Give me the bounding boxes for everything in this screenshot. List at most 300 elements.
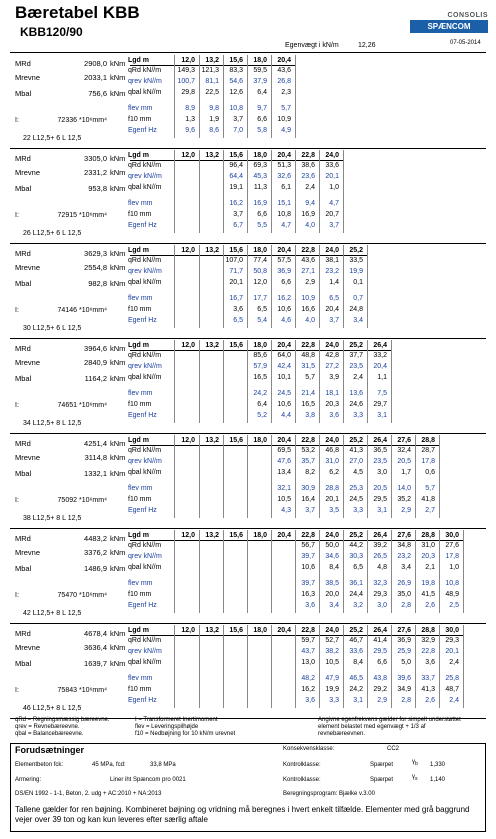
table-cell-egenf: 6,7 [233, 222, 243, 229]
logo-spaencom: SPÆNCOM [410, 20, 488, 33]
column-divider [391, 340, 392, 423]
table-cell-flev: 9,8 [209, 105, 219, 112]
table-cell-flev: 10,8 [445, 580, 459, 587]
moment-value: 756,6 [88, 89, 107, 98]
table-cell-flev: 21,4 [301, 390, 315, 397]
moment-unit: kNm [110, 344, 126, 353]
table-cell-f10: 1,9 [209, 116, 219, 123]
table-cell-flev: 9,7 [257, 105, 267, 112]
label-divider [174, 55, 175, 138]
egenvaegt-label: Egenvægt i kN/m [285, 42, 339, 49]
moment-value: 982,8 [88, 279, 107, 288]
table-cell-qrd: 28,7 [421, 447, 435, 454]
inertia-value: 72915 [57, 212, 77, 219]
block-divider [10, 433, 486, 434]
row-label-qrev: qrev kN//m [128, 648, 162, 655]
table-cell-qrev: 20,1 [325, 173, 339, 180]
moment-value: 2033,1 [84, 73, 107, 82]
label-divider [174, 530, 175, 613]
row-label-qrev: qrev kN//m [128, 173, 162, 180]
row-label-qbal: qbal kN//m [128, 89, 162, 96]
table-cell-f10: 24,4 [349, 591, 363, 598]
column-divider [223, 530, 224, 613]
moment-value: 1164,2 [84, 374, 107, 383]
table-cell-flev: 25,8 [445, 675, 459, 682]
row-label-qbal: qbal kN//m [128, 184, 162, 191]
row-label-lgd: Lgd m [128, 152, 149, 159]
length-header: 13,2 [205, 57, 219, 64]
elementbeton-fck: 45 MPa, fcd: [92, 762, 126, 768]
table-cell-qbal: 5,0 [401, 659, 411, 666]
moment-unit: kNm [110, 168, 126, 177]
moment-unit: kNm [110, 534, 126, 543]
table-cell-f10: 16,5 [301, 401, 315, 408]
row-label-flev: flev mm [128, 105, 153, 112]
legend-qrd: qRd = Regningsmæssig bæreevne. [15, 717, 110, 723]
table-cell-egenf: 3,5 [329, 507, 339, 514]
table-cell-egenf: 3,1 [377, 507, 387, 514]
length-header: 25,2 [349, 627, 363, 634]
table-cell-qrd: 59,7 [301, 637, 315, 644]
table-cell-flev: 25,3 [349, 485, 363, 492]
inertia-label: I: [15, 117, 19, 124]
length-header: 12,0 [181, 247, 195, 254]
row-label-qrd: qRd kN//m [128, 637, 162, 644]
table-cell-qbal: 4,5 [353, 469, 363, 476]
table-cell-f10: 24,5 [349, 496, 363, 503]
header-underline [130, 255, 367, 256]
table-cell-qbal: 6,6 [377, 659, 387, 666]
table-cell-egenf: 4,9 [281, 127, 291, 134]
table-cell-flev: 36,1 [349, 580, 363, 587]
table-cell-f10: 16,6 [301, 306, 315, 313]
row-label-lgd: Lgd m [128, 437, 149, 444]
table-cell-f10: 34,9 [397, 686, 411, 693]
table-cell-egenf: 2,9 [377, 697, 387, 704]
moment-value: 4251,4 [84, 439, 107, 448]
length-header: 24,0 [325, 627, 339, 634]
table-cell-flev: 6,5 [329, 295, 339, 302]
elementbeton-fcd: 33,8 MPa [150, 762, 176, 768]
table-cell-f10: 10,6 [277, 306, 291, 313]
table-cell-qrd: 59,5 [253, 67, 267, 74]
table-cell-flev: 47,9 [325, 675, 339, 682]
table-cell-qbal: 10,6 [301, 564, 315, 571]
length-header: 22,8 [301, 342, 315, 349]
table-cell-qrd: 41,4 [373, 637, 387, 644]
table-cell-flev: 16,2 [277, 295, 291, 302]
moment-label: Mbal [15, 564, 32, 573]
table-cell-flev: 20,5 [373, 485, 387, 492]
table-cell-qrev: 54,6 [229, 78, 243, 85]
table-cell-qbal: 2,4 [449, 659, 459, 666]
reinforcement-block [10, 55, 486, 149]
length-header: 18,0 [253, 627, 267, 634]
table-cell-f10: 20,0 [325, 591, 339, 598]
column-divider [463, 530, 464, 613]
table-cell-egenf: 4,0 [305, 317, 315, 324]
table-cell-f10: 6,5 [257, 306, 267, 313]
table-cell-qrd: 29,3 [445, 637, 459, 644]
moment-label: Mrevne [15, 548, 41, 557]
table-cell-qrev: 42,4 [277, 363, 291, 370]
inertia-label: I: [15, 592, 19, 599]
moment-unit: kNm [110, 453, 126, 462]
label-divider [174, 245, 175, 328]
moment-value: 3964,6 [84, 344, 107, 353]
reinforcement-spec: 30 L12,5+ 6 L 12,5 [23, 325, 82, 332]
table-cell-flev: 9,4 [305, 200, 315, 207]
length-header: 24,0 [325, 152, 339, 159]
column-divider [367, 245, 368, 328]
table-cell-qrev: 38,2 [325, 648, 339, 655]
moment-value: 3114,8 [84, 453, 107, 462]
logo-consolis: CONSOLIS [447, 12, 488, 19]
table-cell-qrd: 56,7 [301, 542, 315, 549]
length-header: 13,2 [205, 532, 219, 539]
length-header: 25,2 [349, 247, 363, 254]
table-cell-qrd: 43,6 [277, 67, 291, 74]
table-cell-qbal: 22,5 [205, 89, 219, 96]
table-cell-qbal: 16,5 [253, 374, 267, 381]
row-label-lgd: Lgd m [128, 342, 149, 349]
moment-value: 953,8 [88, 184, 107, 193]
length-header: 25,2 [349, 532, 363, 539]
table-cell-egenf: 3,6 [305, 697, 315, 704]
table-cell-qrd: 57,5 [277, 257, 291, 264]
gamma-b-subscript: b [415, 761, 418, 768]
table-cell-egenf: 3,8 [305, 412, 315, 419]
length-header: 15,6 [229, 627, 243, 634]
table-cell-flev: 33,7 [421, 675, 435, 682]
length-header: 27,6 [397, 627, 411, 634]
table-cell-flev: 38,5 [325, 580, 339, 587]
reinforcement-block [10, 245, 486, 339]
length-header: 24,0 [325, 247, 339, 254]
row-label-f10: f10 mm [128, 686, 152, 693]
moment-value: 4483,2 [84, 534, 107, 543]
reinforcement-spec: 46 L12,5+ 8 L 12,5 [23, 705, 82, 712]
inertia-unit: *10⁶mm⁴ [79, 117, 108, 124]
gamma-b-value: 1,330 [430, 762, 446, 768]
reinforcement-spec: 34 L12,5+ 8 L 12,5 [23, 420, 82, 427]
table-cell-qbal: 2,9 [305, 279, 315, 286]
row-label-f10: f10 mm [128, 401, 152, 408]
table-cell-egenf: 3,6 [329, 412, 339, 419]
row-label-qrev: qrev kN//m [128, 78, 162, 85]
inertia-moment [15, 687, 108, 694]
table-cell-f10: 41,8 [421, 496, 435, 503]
moment-unit: kNm [110, 279, 126, 288]
column-divider [199, 625, 200, 708]
row-label-qrd: qRd kN//m [128, 542, 162, 549]
table-cell-qrev: 57,9 [253, 363, 267, 370]
element-type: KBB120/90 [20, 25, 83, 39]
table-cell-flev: 16,2 [229, 200, 243, 207]
table-cell-qbal: 2,3 [281, 89, 291, 96]
table-cell-qrev: 47,6 [277, 458, 291, 465]
moment-label: Mbal [15, 89, 32, 98]
table-cell-qrev: 30,3 [349, 553, 363, 560]
legend-freq-3: revnebæreevnen. [318, 731, 366, 737]
length-header: 12,0 [181, 152, 195, 159]
moment-unit: kNm [110, 439, 126, 448]
table-cell-qrev: 20,4 [373, 363, 387, 370]
table-cell-qrev: 25,9 [397, 648, 411, 655]
legend-qrev: qrev = Revnebæreevne. [15, 724, 80, 730]
table-cell-f10: 1,3 [185, 116, 195, 123]
table-cell-qbal: 19,1 [229, 184, 243, 191]
table-cell-egenf: 3,3 [353, 507, 363, 514]
table-cell-qbal: 6,6 [281, 279, 291, 286]
table-cell-qbal: 1,0 [449, 564, 459, 571]
table-cell-qrev: 20,3 [421, 553, 435, 560]
moment-label: Mrevne [15, 643, 41, 652]
row-label-qbal: qbal kN//m [128, 279, 162, 286]
armering-label: Armering: [15, 777, 42, 783]
row-label-qbal: qbal kN//m [128, 564, 162, 571]
column-divider [463, 625, 464, 708]
table-cell-f10: 16,3 [301, 591, 315, 598]
row-label-lgd: Lgd m [128, 532, 149, 539]
table-cell-qrd: 38,6 [301, 162, 315, 169]
table-cell-f10: 19,9 [325, 686, 339, 693]
block-divider [10, 243, 486, 244]
table-cell-qbal: 11,3 [253, 184, 267, 191]
table-cell-qrd: 43,6 [301, 257, 315, 264]
table-cell-flev: 46,5 [349, 675, 363, 682]
inertia-value: 75843 [57, 687, 77, 694]
column-divider [343, 150, 344, 233]
row-label-flev: flev mm [128, 390, 153, 397]
table-cell-f10: 29,7 [373, 401, 387, 408]
table-cell-egenf: 3,6 [305, 602, 315, 609]
table-cell-qbal: 13,0 [301, 659, 315, 666]
moment-label: Mbal [15, 374, 32, 383]
table-cell-f10: 20,4 [325, 306, 339, 313]
kontrol1-label: Kontrolklasse: [283, 762, 321, 768]
konsekvens-value: CC2 [387, 746, 400, 752]
table-cell-f10: 35,0 [397, 591, 411, 598]
legend-freq-2: element belastet med egenvægt + 1/3 af [318, 724, 426, 730]
table-cell-f10: 20,3 [325, 401, 339, 408]
table-cell-qrev: 81,1 [205, 78, 219, 85]
table-cell-flev: 28,8 [325, 485, 339, 492]
table-cell-flev: 7,5 [377, 390, 387, 397]
table-cell-f10: 48,9 [445, 591, 459, 598]
length-header: 20,4 [277, 57, 291, 64]
row-label-qrev: qrev kN//m [128, 553, 162, 560]
row-label-lgd: Lgd m [128, 57, 149, 64]
row-label-lgd: Lgd m [128, 627, 149, 634]
table-cell-egenf: 2,7 [425, 507, 435, 514]
column-divider [223, 340, 224, 423]
moment-unit: kNm [110, 73, 126, 82]
column-divider [439, 435, 440, 518]
table-cell-qbal: 5,7 [305, 374, 315, 381]
inertia-moment [15, 212, 108, 219]
table-cell-flev: 48,2 [301, 675, 315, 682]
column-divider [223, 435, 224, 518]
table-cell-qrev: 31,0 [325, 458, 339, 465]
table-cell-flev: 18,1 [325, 390, 339, 397]
row-label-flev: flev mm [128, 200, 153, 207]
row-label-lgd: Lgd m [128, 247, 149, 254]
table-cell-egenf: 3,7 [329, 317, 339, 324]
length-header: 26,4 [373, 532, 387, 539]
inertia-value: 74146 [57, 307, 77, 314]
table-cell-egenf: 6,5 [233, 317, 243, 324]
inertia-moment [15, 402, 108, 409]
table-cell-f10: 16,2 [301, 686, 315, 693]
table-cell-qrev: 17,8 [421, 458, 435, 465]
legend-f10: f10 = Nedbøjning for 10 kN/m urevnet [135, 731, 236, 737]
table-cell-f10: 48,7 [445, 686, 459, 693]
table-cell-qrev: 32,6 [277, 173, 291, 180]
moment-value: 2331,2 [84, 168, 107, 177]
table-cell-egenf: 2,5 [449, 602, 459, 609]
moment-label: Mbal [15, 659, 32, 668]
inertia-value: 74651 [57, 402, 77, 409]
length-header: 20,4 [277, 342, 291, 349]
table-cell-qrev: 100,7 [177, 78, 195, 85]
inertia-label: I: [15, 307, 19, 314]
column-divider [199, 435, 200, 518]
table-cell-qbal: 10,1 [277, 374, 291, 381]
row-label-qbal: qbal kN//m [128, 374, 162, 381]
table-cell-qrev: 45,3 [253, 173, 267, 180]
table-cell-f10: 3,6 [233, 306, 243, 313]
moment-label: Mrevne [15, 168, 41, 177]
table-cell-flev: 32,1 [277, 485, 291, 492]
length-header: 12,0 [181, 627, 195, 634]
row-label-f10: f10 mm [128, 116, 152, 123]
table-cell-qrev: 33,6 [349, 648, 363, 655]
header-underline [130, 635, 463, 636]
table-cell-qrev: 29,5 [373, 648, 387, 655]
header-underline [130, 160, 343, 161]
table-cell-flev: 15,1 [277, 200, 291, 207]
table-cell-qbal: 1,4 [329, 279, 339, 286]
column-divider [223, 625, 224, 708]
table-cell-qrd: 69,5 [277, 447, 291, 454]
row-label-egenf: Egenf Hz [128, 507, 157, 514]
length-header: 30,0 [445, 627, 459, 634]
row-label-qrev: qrev kN//m [128, 458, 162, 465]
gamma-b-letter: γ [412, 759, 415, 765]
table-cell-flev: 10,9 [301, 295, 315, 302]
table-cell-egenf: 8,6 [209, 127, 219, 134]
moment-label: MRd [15, 344, 31, 353]
table-cell-qrev: 39,7 [301, 553, 315, 560]
table-cell-f10: 29,2 [373, 686, 387, 693]
table-cell-qbal: 6,4 [257, 89, 267, 96]
table-cell-qrd: 33,6 [325, 162, 339, 169]
table-cell-qrev: 23,6 [301, 173, 315, 180]
inertia-moment [15, 307, 108, 314]
label-divider [174, 625, 175, 708]
inertia-unit: *10⁶mm⁴ [79, 497, 108, 504]
table-cell-flev: 24,5 [277, 390, 291, 397]
table-cell-egenf: 4,4 [281, 412, 291, 419]
table-cell-egenf: 3,3 [329, 697, 339, 704]
length-header: 15,6 [229, 247, 243, 254]
table-cell-qrd: 33,5 [349, 257, 363, 264]
row-label-egenf: Egenf Hz [128, 697, 157, 704]
reinforcement-block [10, 150, 486, 244]
length-header: 18,0 [253, 247, 267, 254]
length-header: 22,8 [301, 437, 315, 444]
table-cell-qrev: 23,5 [349, 363, 363, 370]
reinforcement-spec: 26 L12,5+ 6 L 12,5 [23, 230, 82, 237]
table-cell-qrev: 35,7 [301, 458, 315, 465]
table-cell-qrd: 32,9 [421, 637, 435, 644]
length-header: 18,0 [253, 152, 267, 159]
inertia-value: 75092 [57, 497, 77, 504]
table-cell-qbal: 1,7 [401, 469, 411, 476]
inertia-moment [15, 497, 108, 504]
row-label-qrd: qRd kN//m [128, 447, 162, 454]
elementbeton-label: Elementbeton fck: [15, 762, 64, 768]
moment-value: 3636,4 [84, 643, 107, 652]
table-cell-egenf: 5,8 [257, 127, 267, 134]
table-cell-qbal: 4,8 [377, 564, 387, 571]
table-cell-egenf: 2,8 [401, 697, 411, 704]
table-cell-flev: 16,9 [253, 200, 267, 207]
column-divider [271, 625, 272, 708]
inertia-value: 72336 [57, 117, 77, 124]
length-header: 15,6 [229, 152, 243, 159]
moment-value: 3305,0 [84, 154, 107, 163]
table-cell-qrev: 23,2 [325, 268, 339, 275]
inertia-unit: *10⁶mm⁴ [79, 402, 108, 409]
row-label-qrd: qRd kN//m [128, 257, 162, 264]
table-cell-qrev: 71,7 [229, 268, 243, 275]
reinforcement-spec: 38 L12,5+ 8 L 12,5 [23, 515, 82, 522]
length-header: 20,4 [277, 247, 291, 254]
length-header: 24,0 [325, 532, 339, 539]
table-cell-egenf: 4,3 [281, 507, 291, 514]
row-label-flev: flev mm [128, 485, 153, 492]
length-header: 12,0 [181, 57, 195, 64]
table-cell-f10: 3,7 [233, 211, 243, 218]
table-cell-qbal: 8,4 [329, 564, 339, 571]
table-cell-qbal: 0,6 [425, 469, 435, 476]
table-cell-qrd: 51,3 [277, 162, 291, 169]
table-cell-qbal: 3,0 [377, 469, 387, 476]
table-cell-qrev: 27,1 [301, 268, 315, 275]
table-cell-qrd: 46,7 [349, 637, 363, 644]
table-cell-qrd: 53,2 [301, 447, 315, 454]
inertia-value: 75470 [57, 592, 77, 599]
length-header: 26,4 [373, 342, 387, 349]
moment-value: 3376,2 [84, 548, 107, 557]
moment-label: Mrevne [15, 73, 41, 82]
table-cell-qrev: 20,5 [397, 458, 411, 465]
table-cell-qrd: 77,4 [253, 257, 267, 264]
length-header: 20,4 [277, 532, 291, 539]
reinforcement-block [10, 435, 486, 529]
gamma-s-value: 1,140 [430, 777, 446, 783]
table-cell-qrev: 23,2 [397, 553, 411, 560]
moment-value: 1332,1 [84, 469, 107, 478]
table-cell-f10: 6,6 [257, 211, 267, 218]
egenvaegt-value: 12,26 [358, 42, 376, 49]
table-cell-qbal: 3,4 [401, 564, 411, 571]
table-cell-qrev: 27,2 [325, 363, 339, 370]
row-label-f10: f10 mm [128, 211, 152, 218]
column-divider [247, 530, 248, 613]
